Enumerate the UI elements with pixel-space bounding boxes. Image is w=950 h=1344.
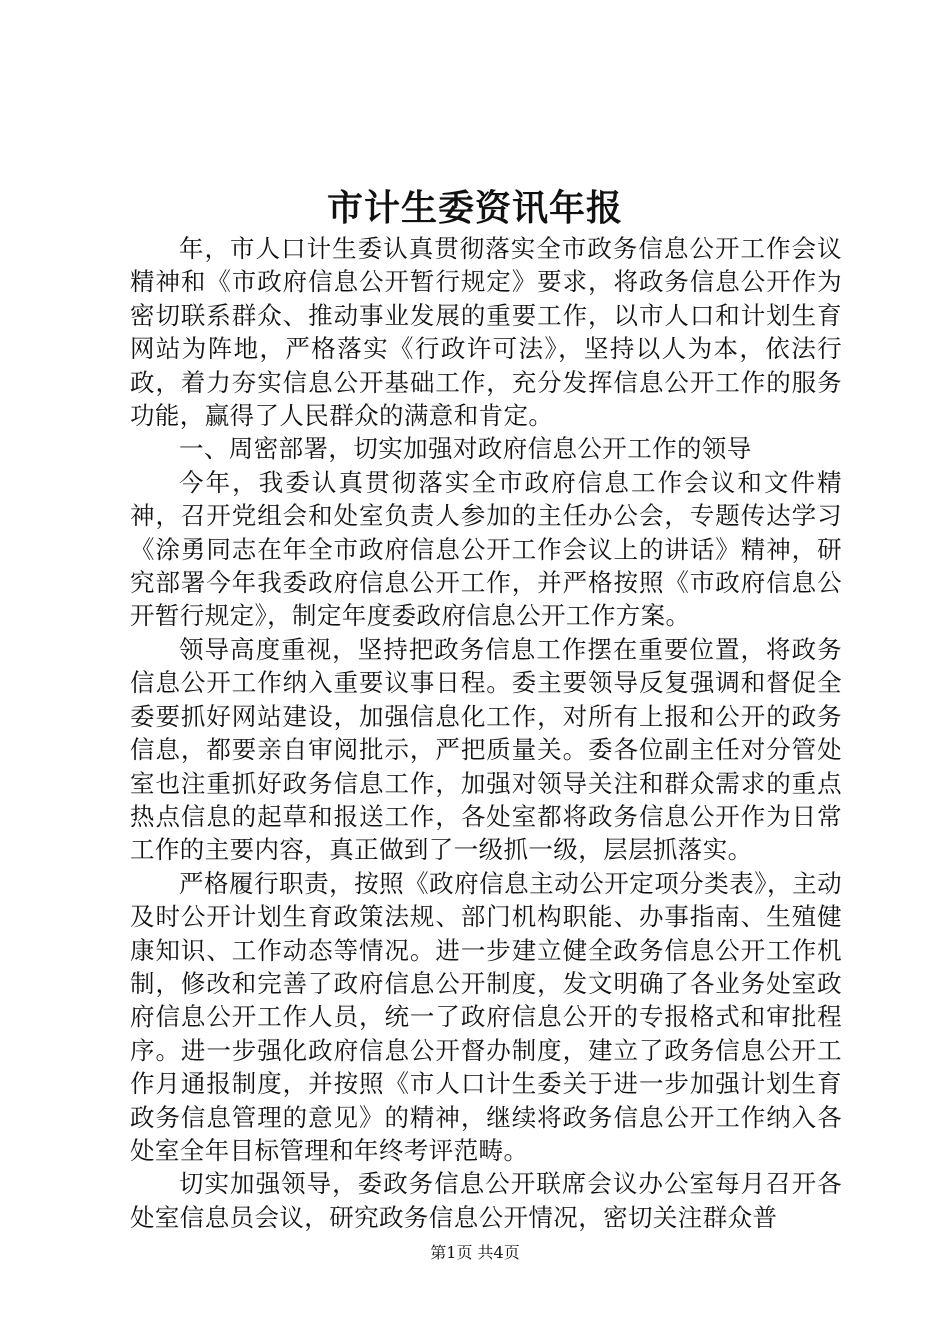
paragraph: 领导高度重视，坚持把政务信息工作摆在重要位置，将政务信息公开工作纳入重要议事日程。委主要领导反复强调和督促全委要抓好网站建设，加强信息化工作，对所有上报和公开的政务信息，都要亲自审阅批示，严把质量关。委各位副主任对分管处室也注重抓好政务信息工作，加强对领导关注和群众需求的重点热点信息的起草和报送工作，各处室都将政务信息公开作为日常工作的主要内容，真正做到了一级抓一级，层层抓落实。	[130, 634, 842, 865]
paragraph: 今年，我委认真贯彻落实全市政府信息工作会议和文件精神，召开党组会和处室负责人参加的主任办公会，专题传达学习《涂勇同志在年全市政府信息公开工作会议上的讲话》精神，研究部署今年我委政府信息公开工作，并严格按照《市政府信息公开暂行规定》，制定年度委政府信息公开工作方案。	[130, 467, 842, 631]
paragraph: 切实加强领导，委政务信息公开联席会议办公室每月召开各处室信息员会议，研究政务信息公开情况，密切关注群众普	[130, 1169, 842, 1232]
page-footer: 第1页 共4页	[430, 1243, 520, 1262]
paragraph: 年，市人口计生委认真贯彻落实全市政务信息公开工作会议精神和《市政府信息公开暂行规定》要求，将政务信息公开作为密切联系群众、推动事业发展的重要工作，以市人口和计划生育网站为阵地，严格落实《行政许可法》，坚持以人为本，依法行政，着力夯实信息公开基础工作，充分发挥信息公开工作的服务功能，赢得了人民群众的满意和肯定。	[130, 234, 842, 431]
document-body	[130, 232, 842, 1234]
document-title: 市计生委资讯年报	[326, 187, 623, 229]
section-heading: 一、周密部署，切实加强对政府信息公开工作的领导	[179, 434, 752, 464]
paragraph: 严格履行职责，按照《政府信息主动公开定项分类表》，主动及时公开计划生育政策法规、部门机构职能、办事指南、生殖健康知识、工作动态等情况。进一步建立健全政务信息公开工作机制，修改和完善了政府信息公开制度，发文明确了各业务处室政府信息公开工作人员，统一了政府信息公开的专报格式和审批程序。进一步强化政府信息公开督办制度，建立了政务信息公开工作月通报制度，并按照《市人口计生委关于进一步加强计划生育政务信息管理的意见》的精神，继续将政务信息公开工作纳入各处室全年目标管理和年终考评范畴。	[130, 868, 842, 1165]
